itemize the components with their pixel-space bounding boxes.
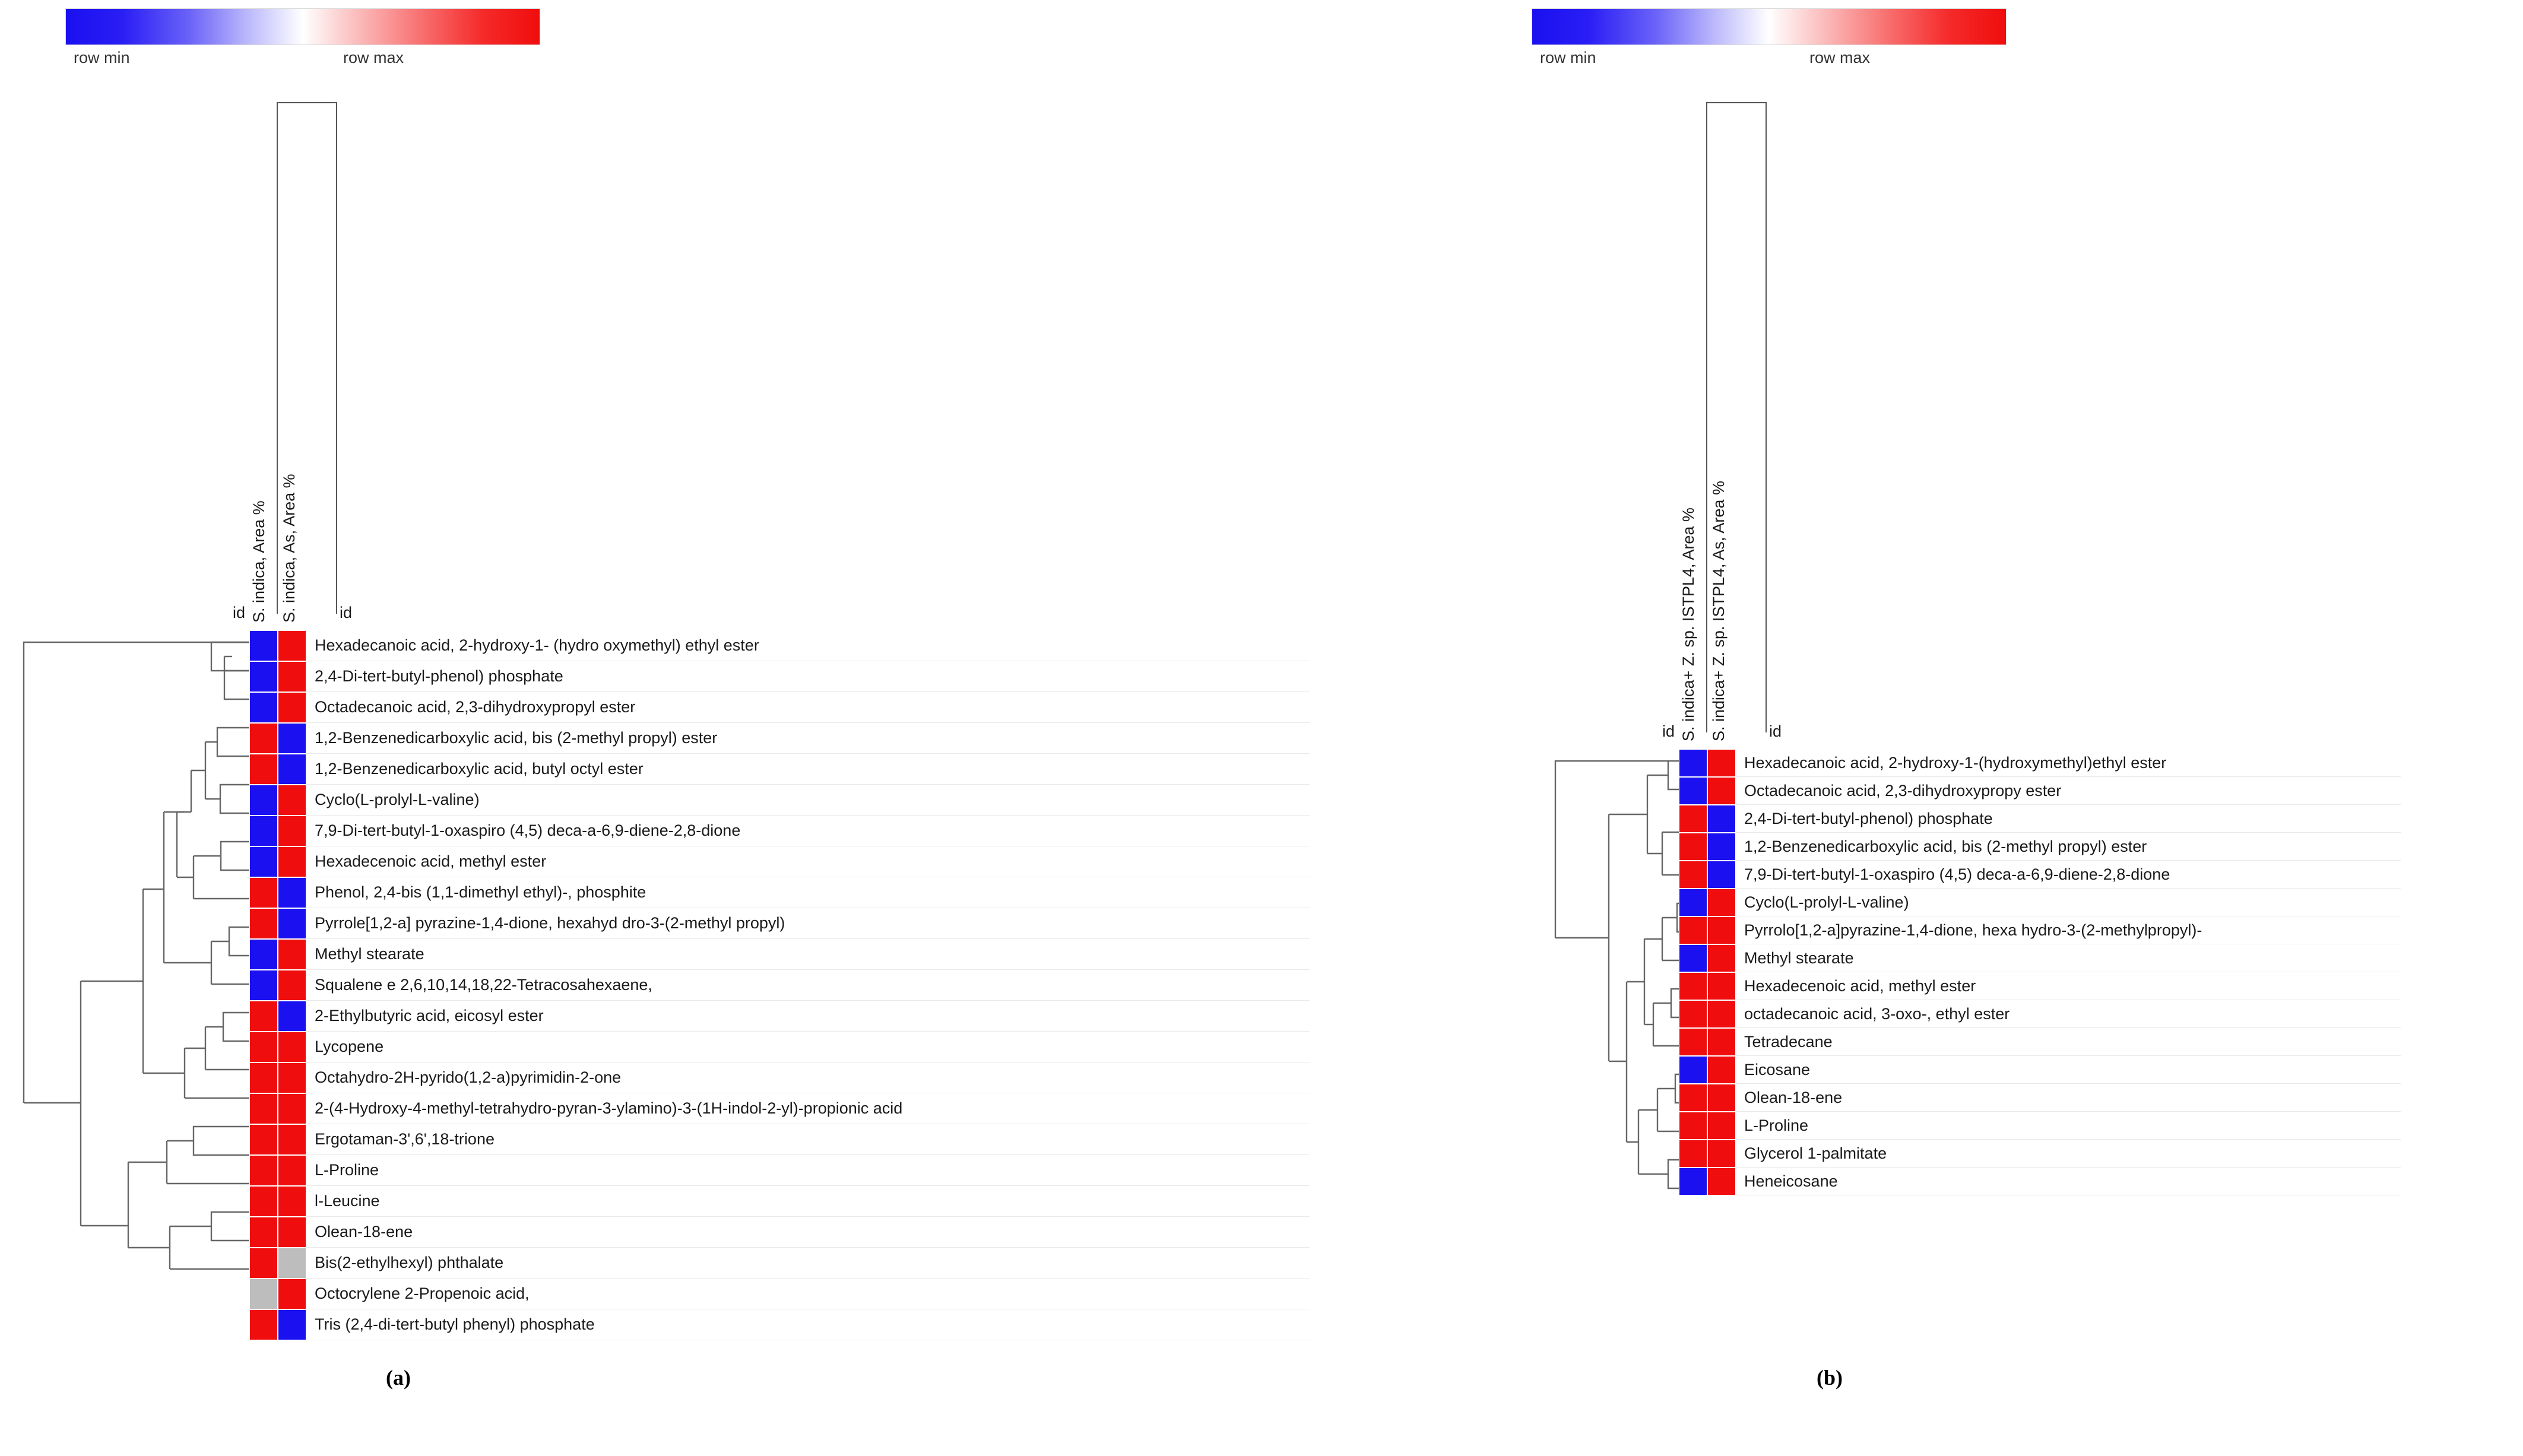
heatmap-cell[interactable] (249, 630, 278, 661)
heatmap-row-label: Cyclo(L-prolyl-L-valine) (306, 785, 1310, 816)
heatmap-cell[interactable] (278, 1309, 306, 1340)
heatmap-cell[interactable] (249, 1062, 278, 1093)
column-header-sizs-area: S. indica+ Z. sp. ISTPL4, Area % (1679, 507, 1697, 741)
color-scale-labels-a (65, 49, 540, 69)
heatmap-cell[interactable] (249, 970, 278, 1001)
heatmap-row-label: Octadecanoic acid, 2,3-dihydroxypropyl ester (306, 692, 1310, 723)
heatmap-row (249, 754, 1310, 785)
heatmap-row-label: Tetradecane (1736, 1028, 2401, 1056)
panel-caption-a: (a) (386, 1366, 411, 1390)
heatmap-row (249, 1001, 1310, 1032)
heatmap-cell[interactable] (249, 1093, 278, 1124)
heatmap-cell[interactable] (1707, 1084, 1736, 1112)
heatmap-cell[interactable] (1679, 889, 1707, 916)
heatmap-row (249, 723, 1310, 754)
heatmap-cell[interactable] (1707, 861, 1736, 889)
heatmap-row (249, 1062, 1310, 1093)
heatmap-row (249, 1155, 1310, 1186)
heatmap-cell[interactable] (1679, 861, 1707, 889)
column-header-si-area: S. indica, Area % (250, 500, 268, 623)
heatmap-cell[interactable] (1707, 805, 1736, 833)
heatmap-cell[interactable] (278, 816, 306, 846)
heatmap-row (249, 1279, 1310, 1309)
heatmap-cell[interactable] (249, 754, 278, 785)
heatmap-cell[interactable] (278, 877, 306, 908)
heatmap-row (249, 846, 1310, 877)
heatmap-cell[interactable] (249, 723, 278, 754)
color-scale-bar-a (65, 8, 540, 45)
heatmap-cell[interactable] (249, 661, 278, 692)
heatmap-row (1679, 1056, 2401, 1084)
heatmap-row (1679, 777, 2401, 805)
heatmap-cell[interactable] (1679, 777, 1707, 805)
heatmap-row-label: Bis(2-ethylhexyl) phthalate (306, 1248, 1310, 1279)
heatmap-cell[interactable] (1679, 1028, 1707, 1056)
panel-b (1294, 0, 2523, 1456)
heatmap-row (249, 1093, 1310, 1124)
heatmap-row-label: Phenol, 2,4-bis (1,1-dimethyl ethyl)-, phosphite (306, 877, 1310, 908)
row-min-label-b: row min (1540, 49, 1596, 66)
heatmap-row (1679, 1084, 2401, 1112)
heatmap-cell[interactable] (278, 970, 306, 1001)
heatmap-row-label: 7,9-Di-tert-butyl-1-oxaspiro (4,5) deca-a-6,9-diene-2,8-dione (306, 816, 1310, 846)
heatmap-cell[interactable] (278, 908, 306, 939)
heatmap-cell[interactable] (1679, 1056, 1707, 1084)
heatmap-row (1679, 1028, 2401, 1056)
heatmap-cell[interactable] (249, 1309, 278, 1340)
heatmap-cell[interactable] (278, 1093, 306, 1124)
heatmap-row (249, 1186, 1310, 1217)
heatmap-cell[interactable] (1679, 833, 1707, 861)
heatmap-row-label: Squalene e 2,6,10,14,18,22-Tetracosahexaene, (306, 970, 1310, 1001)
heatmap-row-label: Heneicosane (1736, 1168, 2401, 1195)
heatmap-cell[interactable] (1679, 1084, 1707, 1112)
heatmap-row (1679, 1140, 2401, 1168)
heatmap-row (1679, 1000, 2401, 1028)
heatmap-cell[interactable] (249, 785, 278, 816)
heatmap-cell[interactable] (249, 1248, 278, 1279)
row-dendrogram-b (1520, 753, 1698, 1227)
heatmap-cell[interactable] (278, 1217, 306, 1248)
heatmap-b (1679, 749, 2401, 1195)
heatmap-row (1679, 1168, 2401, 1195)
heatmap-row (249, 1248, 1310, 1279)
heatmap-cell[interactable] (1679, 805, 1707, 833)
heatmap-row-label: Lycopene (306, 1032, 1310, 1062)
heatmap-row (249, 785, 1310, 816)
heatmap-row-label: Tris (2,4-di-tert-butyl phenyl) phosphate (306, 1309, 1310, 1340)
heatmap-row-label: Olean-18-ene (1736, 1084, 2401, 1112)
heatmap-cell[interactable] (249, 1217, 278, 1248)
heatmap-row (249, 877, 1310, 908)
heatmap-cell[interactable] (278, 661, 306, 692)
heatmap-row-label: Eicosane (1736, 1056, 2401, 1084)
id-label-left-a: id (233, 604, 246, 621)
heatmap-cell[interactable] (1679, 916, 1707, 944)
heatmap-cell[interactable] (1707, 749, 1736, 777)
heatmap-row (1679, 861, 2401, 889)
heatmap-row (1679, 833, 2401, 861)
heatmap-row-label: Ergotaman-3',6',18-trione (306, 1124, 1310, 1155)
heatmap-row (1679, 1112, 2401, 1140)
heatmap-row (249, 970, 1310, 1001)
heatmap-cell[interactable] (1707, 777, 1736, 805)
id-label-left-b: id (1662, 722, 1675, 740)
panel-caption-b: (b) (1817, 1366, 1843, 1390)
heatmap-row (1679, 972, 2401, 1000)
heatmap-cell[interactable] (249, 939, 278, 970)
heatmap-cell[interactable] (278, 1155, 306, 1186)
heatmap-row-label: Octahydro-2H-pyrido(1,2-a)pyrimidin-2-one (306, 1062, 1310, 1093)
row-min-label-a: row min (74, 49, 130, 66)
heatmap-row-label: 1,2-Benzenedicarboxylic acid, butyl octyl ester (306, 754, 1310, 785)
heatmap-a (249, 630, 1310, 1340)
column-header-si-as-area: S. indica, As, Area % (280, 474, 298, 623)
heatmap-cell[interactable] (278, 1248, 306, 1279)
heatmap-cell[interactable] (249, 877, 278, 908)
heatmap-cell[interactable] (249, 692, 278, 723)
heatmap-row (249, 1032, 1310, 1062)
heatmap-row-label: L-Proline (1736, 1112, 2401, 1140)
heatmap-row-label: Methyl stearate (306, 939, 1310, 970)
heatmap-cell[interactable] (249, 1001, 278, 1032)
color-legend-a (65, 8, 540, 69)
heatmap-cell[interactable] (249, 816, 278, 846)
heatmap-row (1679, 916, 2401, 944)
heatmap-cell[interactable] (278, 723, 306, 754)
heatmap-row-label: Hexadecenoic acid, methyl ester (1736, 972, 2401, 1000)
heatmap-cell[interactable] (1679, 1000, 1707, 1028)
row-max-label-a: row max (343, 49, 404, 66)
heatmap-cell[interactable] (1707, 944, 1736, 972)
heatmap-row (249, 908, 1310, 939)
heatmap-row (249, 630, 1310, 661)
heatmap-cell[interactable] (1679, 1140, 1707, 1168)
heatmap-cell[interactable] (1707, 1140, 1736, 1168)
heatmap-row-label: 2,4-Di-tert-butyl-phenol) phosphate (1736, 805, 2401, 833)
row-dendrogram-a (15, 634, 253, 1346)
heatmap-row (249, 1217, 1310, 1248)
heatmap-row-label: 1,2-Benzenedicarboxylic acid, bis (2-methyl propyl) ester (306, 723, 1310, 754)
heatmap-cell[interactable] (278, 785, 306, 816)
heatmap-cell[interactable] (278, 1062, 306, 1093)
heatmap-cell[interactable] (278, 1032, 306, 1062)
id-label-right-b: id (1769, 722, 1782, 740)
heatmap-row-label: Glycerol 1-palmitate (1736, 1140, 2401, 1168)
heatmap-cell[interactable] (249, 1032, 278, 1062)
heatmap-row (249, 1124, 1310, 1155)
heatmap-row-label: Olean-18-ene (306, 1217, 1310, 1248)
color-scale-labels-b (1532, 49, 2007, 69)
heatmap-cell[interactable] (249, 846, 278, 877)
heatmap-cell[interactable] (278, 754, 306, 785)
heatmap-row (249, 816, 1310, 846)
heatmap-row-label: Octadecanoic acid, 2,3-dihydroxypropy ester (1736, 777, 2401, 805)
heatmap-cell[interactable] (278, 1279, 306, 1309)
heatmap-row (249, 661, 1310, 692)
heatmap-cell[interactable] (249, 1186, 278, 1217)
heatmap-row-label: l-Leucine (306, 1186, 1310, 1217)
id-label-right-a: id (340, 604, 353, 621)
heatmap-cell[interactable] (1679, 749, 1707, 777)
heatmap-row-label: Methyl stearate (1736, 944, 2401, 972)
heatmap-row-label: 2-Ethylbutyric acid, eicosyl ester (306, 1001, 1310, 1032)
heatmap-row (1679, 749, 2401, 777)
heatmap-cell[interactable] (1707, 1168, 1736, 1195)
color-scale-bar-b (1532, 8, 2007, 45)
heatmap-cell[interactable] (278, 939, 306, 970)
heatmap-row-label: Pyrrole[1,2-a] pyrazine-1,4-dione, hexahyd dro-3-(2-methyl propyl) (306, 908, 1310, 939)
heatmap-row (1679, 889, 2401, 916)
heatmap-row-label: 7,9-Di-tert-butyl-1-oxaspiro (4,5) deca-a-6,9-diene-2,8-dione (1736, 861, 2401, 889)
heatmap-cell[interactable] (1707, 833, 1736, 861)
heatmap-row (1679, 805, 2401, 833)
heatmap-row-label: Hexadecanoic acid, 2-hydroxy-1-(hydroxymethyl)ethyl ester (1736, 749, 2401, 777)
heatmap-cell[interactable] (1679, 972, 1707, 1000)
heatmap-cell[interactable] (278, 630, 306, 661)
heatmap-cell[interactable] (1707, 916, 1736, 944)
heatmap-cell[interactable] (1679, 1168, 1707, 1195)
heatmap-cell[interactable] (1679, 944, 1707, 972)
heatmap-row (249, 1309, 1310, 1340)
heatmap-cell[interactable] (1679, 1112, 1707, 1140)
heatmap-cell[interactable] (249, 1279, 278, 1309)
heatmap-row-label: Octocrylene 2-Propenoic acid, (306, 1279, 1310, 1309)
heatmap-row-label: 2,4-Di-tert-butyl-phenol) phosphate (306, 661, 1310, 692)
heatmap-row-label: Hexadecenoic acid, methyl ester (306, 846, 1310, 877)
heatmap-row-label: Pyrrolo[1,2-a]pyrazine-1,4-dione, hexa hydro-3-(2-methylpropyl)- (1736, 916, 2401, 944)
heatmap-cell[interactable] (278, 1124, 306, 1155)
heatmap-cell[interactable] (249, 908, 278, 939)
heatmap-cell[interactable] (1707, 1112, 1736, 1140)
column-header-sizs-as-area: S. indica+ Z. sp. ISTPL4, As, Area % (1710, 481, 1728, 741)
heatmap-cell[interactable] (249, 1124, 278, 1155)
heatmap-cell[interactable] (278, 692, 306, 723)
heatmap-row-label: L-Proline (306, 1155, 1310, 1186)
heatmap-cell[interactable] (1707, 1056, 1736, 1084)
heatmap-row-label: octadecanoic acid, 3-oxo-, ethyl ester (1736, 1000, 2401, 1028)
heatmap-cell[interactable] (1707, 1000, 1736, 1028)
color-legend-b (1532, 8, 2007, 69)
heatmap-cell[interactable] (1707, 889, 1736, 916)
heatmap-cell[interactable] (278, 1186, 306, 1217)
heatmap-row (249, 939, 1310, 970)
heatmap-row-label: 2-(4-Hydroxy-4-methyl-tetrahydro-pyran-3-ylamino)-3-(1H-indol-2-yl)-propionic acid (306, 1093, 1310, 1124)
heatmap-cell[interactable] (249, 1155, 278, 1186)
row-max-label-b: row max (1809, 49, 1871, 66)
heatmap-row-label: Hexadecanoic acid, 2-hydroxy-1- (hydro oxymethyl) ethyl ester (306, 630, 1310, 661)
heatmap-cell[interactable] (1707, 1028, 1736, 1056)
heatmap-cell[interactable] (278, 846, 306, 877)
heatmap-row-label: 1,2-Benzenedicarboxylic acid, bis (2-methyl propyl) ester (1736, 833, 2401, 861)
heatmap-cell[interactable] (278, 1001, 306, 1032)
heatmap-cell[interactable] (1707, 972, 1736, 1000)
heatmap-row (1679, 944, 2401, 972)
heatmap-row (249, 692, 1310, 723)
heatmap-row-label: Cyclo(L-prolyl-L-valine) (1736, 889, 2401, 916)
